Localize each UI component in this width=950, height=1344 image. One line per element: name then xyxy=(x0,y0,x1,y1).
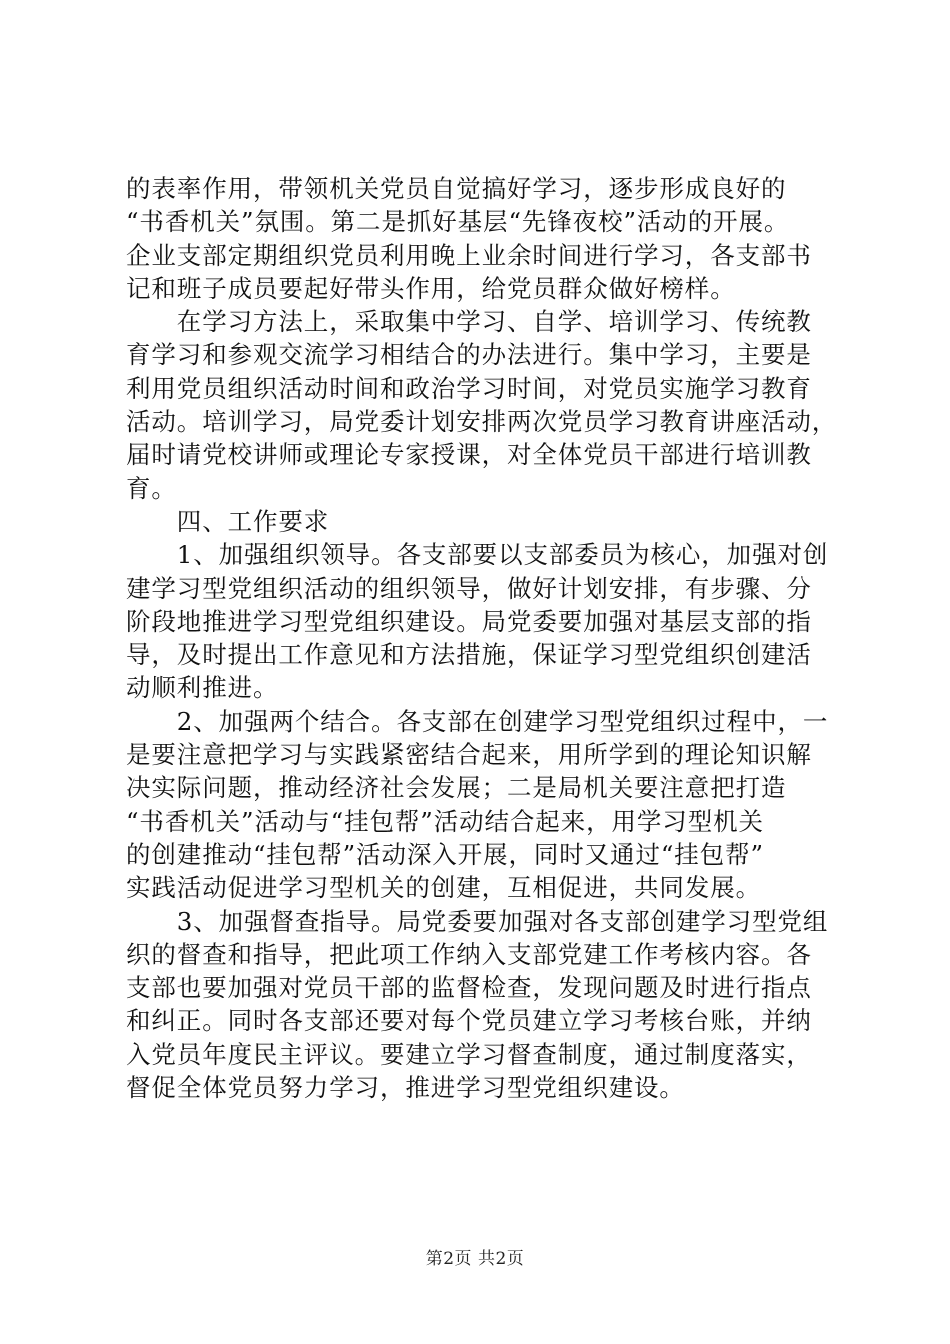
document-body xyxy=(126,172,838,1104)
text-line: 活动。培训学习，局党委计划安排两次党员学习教育讲座活动， xyxy=(126,407,838,437)
text-line: 2、加强两个结合。各支部在创建学习型党组织过程中，一 xyxy=(126,706,829,736)
text-line: 决实际问题，推动经济社会发展；二是局机关要注意把打造 xyxy=(126,773,787,803)
paragraph-4 xyxy=(126,705,829,905)
paragraph-5 xyxy=(126,905,829,1105)
text-line: 育。 xyxy=(126,473,177,503)
text-line: “书香机关”活动与“挂包帮”活动结合起来，用学习型机关 xyxy=(126,806,764,836)
paragraph-3 xyxy=(126,538,829,704)
paragraph-1 xyxy=(126,172,826,305)
text-line: 督促全体党员努力学习，推进学习型党组织建设。 xyxy=(126,1073,685,1103)
text-line: 届时请党校讲师或理论专家授课，对全体党员干部进行培训教 xyxy=(126,440,812,470)
heading-text: 四、工作要求 xyxy=(126,506,330,536)
text-line: 的创建推动“挂包帮”活动深入开展，同时又通过“挂包帮” xyxy=(126,839,764,869)
text-line: 阶段地推进学习型党组织建设。局党委要加强对基层支部的指 xyxy=(126,606,812,636)
text-line: 3、加强督查指导。局党委要加强对各支部创建学习型党组 xyxy=(126,906,829,936)
section-heading xyxy=(126,505,826,538)
paragraph-2 xyxy=(126,305,838,505)
text-line: 动顺利推进。 xyxy=(126,673,279,703)
text-line: 织的督查和指导，把此项工作纳入支部党建工作考核内容。各 xyxy=(126,939,812,969)
text-line: 导，及时提出工作意见和方法措施，保证学习型党组织创建活 xyxy=(126,640,812,670)
page-number-footer: 第2页 共2页 xyxy=(425,1249,525,1269)
text-line: 支部也要加强对党员干部的监督检查，发现问题及时进行指点 xyxy=(126,973,812,1003)
text-line: 企业支部定期组织党员利用晚上业余时间进行学习，各支部书 xyxy=(126,240,812,270)
text-line: 实践活动促进学习型机关的创建，互相促进，共同发展。 xyxy=(126,873,761,903)
text-line: 记和班子成员要起好带头作用，给党员群众做好榜样。 xyxy=(126,273,736,303)
text-line: 在学习方法上，采取集中学习、自学、培训学习、传统教 xyxy=(126,307,812,337)
text-line: 1、加强组织领导。各支部要以支部委员为核心，加强对创 xyxy=(126,540,829,570)
text-line: 育学习和参观交流学习相结合的办法进行。集中学习，主要是 xyxy=(126,340,812,370)
text-line: 建学习型党组织活动的组织领导，做好计划安排，有步骤、分 xyxy=(126,573,812,603)
text-line: 的表率作用，带领机关党员自觉搞好学习，逐步形成良好的 xyxy=(126,174,787,203)
text-line: 入党员年度民主评议。要建立学习督查制度，通过制度落实， xyxy=(126,1039,812,1069)
text-line: “书香机关”氛围。第二是抓好基层“先锋夜校”活动的开展。 xyxy=(126,207,790,237)
text-line: 和纠正。同时各支部还要对每个党员建立学习考核台账，并纳 xyxy=(126,1006,812,1036)
text-line: 利用党员组织活动时间和政治学习时间，对党员实施学习教育 xyxy=(126,373,812,403)
text-line: 是要注意把学习与实践紧密结合起来，用所学到的理论知识解 xyxy=(126,740,812,770)
